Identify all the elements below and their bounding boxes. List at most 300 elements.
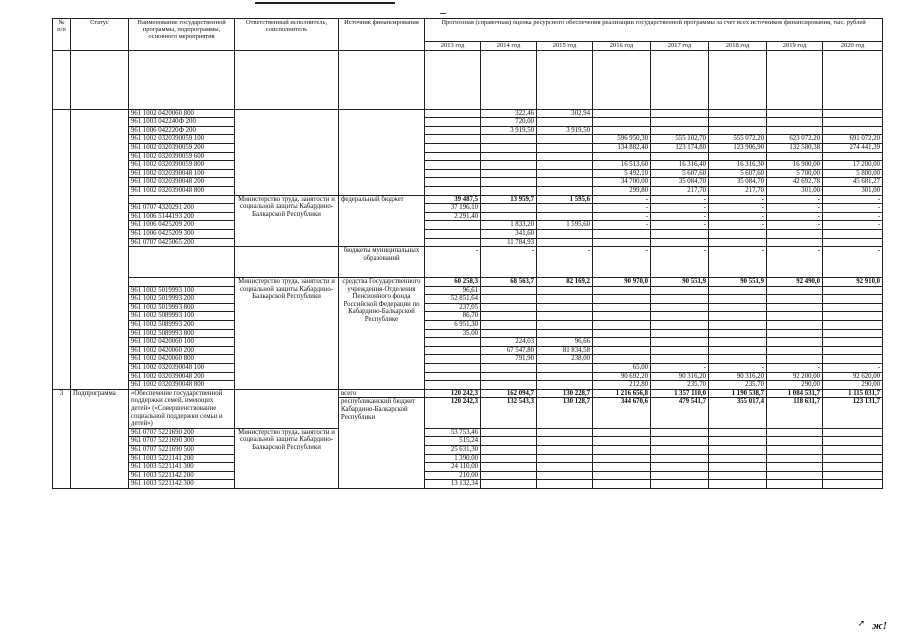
value-cell	[537, 229, 593, 238]
value-cell	[537, 212, 593, 221]
value-cell: -	[823, 195, 883, 204]
budget-code: 961 1002 0320390059 100	[129, 135, 235, 144]
value-cell	[823, 229, 883, 238]
value-cell	[767, 329, 823, 338]
value-cell	[767, 463, 823, 472]
value-cell	[823, 321, 883, 330]
value-cell: 53 753,46	[425, 428, 481, 437]
table-row	[53, 229, 883, 238]
value-cell	[593, 118, 651, 127]
value-cell: 17 200,00	[823, 161, 883, 170]
value-cell: 1 833,20	[481, 221, 537, 230]
table-row	[53, 238, 883, 247]
funding-source: всего	[339, 389, 425, 398]
subprogram-no: 3	[53, 389, 71, 488]
value-cell: 35 084,70	[651, 178, 709, 187]
value-cell: 1 084 531,7	[767, 389, 823, 398]
value-cell: 90 316,20	[651, 372, 709, 381]
value-cell	[823, 118, 883, 127]
value-cell	[651, 338, 709, 347]
value-cell	[709, 428, 767, 437]
value-cell: 130 228,7	[537, 389, 593, 398]
value-cell	[537, 454, 593, 463]
value-cell	[537, 463, 593, 472]
value-cell: 555 102,70	[651, 135, 709, 144]
value-cell	[425, 381, 481, 390]
budget-code: 961 1002 5089993 200	[129, 321, 235, 330]
value-cell	[823, 445, 883, 454]
value-cell: -	[651, 204, 709, 213]
value-cell	[537, 312, 593, 321]
value-cell	[537, 437, 593, 446]
table-row	[53, 471, 883, 480]
table-row	[53, 195, 883, 204]
value-cell: 45 681,27	[823, 178, 883, 187]
value-cell	[767, 303, 823, 312]
value-cell: 5 607,60	[709, 169, 767, 178]
budget-code	[129, 247, 235, 278]
value-cell: 5 700,00	[767, 169, 823, 178]
value-cell: -	[823, 221, 883, 230]
table-row	[53, 152, 883, 161]
value-cell	[767, 471, 823, 480]
value-cell: -	[425, 247, 481, 278]
value-cell	[823, 126, 883, 135]
value-cell	[481, 186, 537, 195]
year-header: 2016 год	[593, 42, 651, 51]
value-cell: -	[767, 195, 823, 204]
value-cell	[651, 437, 709, 446]
value-cell: 130 128,7	[537, 398, 593, 428]
table-row	[53, 437, 883, 446]
value-cell	[651, 454, 709, 463]
budget-code: 961 1002 0320390059 200	[129, 143, 235, 152]
value-cell	[651, 355, 709, 364]
budget-code: 961 1006 042220Ф 200	[129, 126, 235, 135]
value-cell	[537, 204, 593, 213]
table-row	[53, 286, 883, 295]
value-cell	[425, 364, 481, 373]
value-cell: 237,05	[425, 303, 481, 312]
value-cell	[425, 109, 481, 118]
value-cell: 5 607,60	[651, 169, 709, 178]
value-cell	[709, 118, 767, 127]
value-cell	[593, 126, 651, 135]
value-cell: -	[651, 221, 709, 230]
value-cell	[651, 152, 709, 161]
value-cell	[481, 143, 537, 152]
table-row	[53, 428, 883, 437]
value-cell: 341,60	[481, 229, 537, 238]
spacer-row	[53, 50, 883, 109]
value-cell: -	[767, 221, 823, 230]
value-cell	[823, 437, 883, 446]
budget-code: 961 1002 5019993 800	[129, 303, 235, 312]
value-cell: 301,00	[823, 186, 883, 195]
table-row	[53, 381, 883, 390]
value-cell	[767, 229, 823, 238]
value-cell: 120 242,3	[425, 389, 481, 398]
value-cell	[537, 445, 593, 454]
value-cell: 555 072,20	[709, 135, 767, 144]
value-cell	[823, 355, 883, 364]
value-cell: -	[709, 212, 767, 221]
value-cell: 290,00	[823, 381, 883, 390]
table-row	[53, 346, 883, 355]
value-cell: 11 784,93	[481, 238, 537, 247]
value-cell	[593, 338, 651, 347]
value-cell	[593, 437, 651, 446]
value-cell: 52 851,64	[425, 295, 481, 304]
value-cell	[767, 286, 823, 295]
value-cell	[481, 295, 537, 304]
value-cell: -	[593, 195, 651, 204]
value-cell	[593, 109, 651, 118]
value-cell	[709, 445, 767, 454]
value-cell	[537, 321, 593, 330]
value-cell: 235,70	[651, 381, 709, 390]
value-cell	[709, 229, 767, 238]
value-cell: 123 174,80	[651, 143, 709, 152]
table-row	[53, 480, 883, 489]
table-row	[53, 169, 883, 178]
value-cell: 16 316,30	[709, 161, 767, 170]
value-cell	[537, 471, 593, 480]
value-cell: 134 882,40	[593, 143, 651, 152]
table-row	[53, 278, 883, 287]
value-cell: 92 910,0	[823, 278, 883, 287]
value-cell	[481, 480, 537, 489]
value-cell	[593, 286, 651, 295]
budget-code: 961 1002 5089993 800	[129, 329, 235, 338]
value-cell	[767, 480, 823, 489]
value-cell	[823, 329, 883, 338]
value-cell: 82 169,2	[537, 278, 593, 287]
budget-code: 961 0707 5221690 200	[129, 428, 235, 437]
value-cell: 118 631,7	[767, 398, 823, 428]
value-cell: 120 242,3	[425, 398, 481, 428]
value-cell	[709, 321, 767, 330]
value-cell: 34 700,00	[593, 178, 651, 187]
value-cell	[709, 480, 767, 489]
budget-code: 961 1002 0420060 800	[129, 355, 235, 364]
value-cell	[651, 321, 709, 330]
handwritten-mark: ж!	[872, 620, 887, 632]
value-cell	[823, 152, 883, 161]
value-cell	[767, 355, 823, 364]
value-cell	[537, 303, 593, 312]
value-cell	[481, 381, 537, 390]
value-cell: 217,70	[709, 186, 767, 195]
value-cell	[537, 143, 593, 152]
value-cell: 37 196,10	[425, 204, 481, 213]
budget-code: 961 1002 5019993 100	[129, 286, 235, 295]
value-cell	[537, 286, 593, 295]
value-cell: 132 543,3	[481, 398, 537, 428]
value-cell	[651, 480, 709, 489]
value-cell	[537, 480, 593, 489]
value-cell	[709, 454, 767, 463]
value-cell	[823, 428, 883, 437]
col-forecast-header: Прогнозная (справочная) оценка ресурсного обеспечения реализации государственной программы за счет всех источников финансирования, тыс. рублей	[425, 19, 883, 42]
budget-code: 961 1002 0320390048 200	[129, 178, 235, 187]
value-cell	[481, 169, 537, 178]
table-row	[53, 338, 883, 347]
value-cell	[709, 355, 767, 364]
table-row	[53, 329, 883, 338]
value-cell	[767, 321, 823, 330]
value-cell: -	[593, 221, 651, 230]
value-cell	[425, 338, 481, 347]
value-cell: 720,00	[481, 118, 537, 127]
responsible-executor: Министерство труда, занятости и социальной защиты Кабардино-Балкарской Республики	[235, 278, 339, 390]
resp-cell	[235, 247, 339, 278]
value-cell	[593, 295, 651, 304]
value-cell	[481, 135, 537, 144]
value-cell	[823, 238, 883, 247]
value-cell	[537, 152, 593, 161]
value-cell	[823, 346, 883, 355]
value-cell	[709, 238, 767, 247]
value-cell	[481, 178, 537, 187]
value-cell	[767, 118, 823, 127]
value-cell	[709, 329, 767, 338]
value-cell	[481, 312, 537, 321]
funding-source: средства Государственного учреждения-Отделения Пенсионного фонда Российской Федерации по Кабардино-Балкарской Республике	[339, 278, 425, 390]
table-row	[53, 221, 883, 230]
value-cell	[709, 463, 767, 472]
value-cell	[767, 126, 823, 135]
value-cell	[823, 303, 883, 312]
value-cell	[593, 428, 651, 437]
value-cell	[593, 454, 651, 463]
value-cell	[823, 338, 883, 347]
budget-code: 961 1003 5221141 200	[129, 454, 235, 463]
value-cell	[537, 169, 593, 178]
value-cell: 67 547,80	[481, 346, 537, 355]
value-cell: 479 541,7	[651, 398, 709, 428]
value-cell: 1 216 656,8	[593, 389, 651, 398]
value-cell: 123 906,90	[709, 143, 767, 152]
value-cell: 301,00	[767, 186, 823, 195]
value-cell: 217,70	[651, 186, 709, 195]
value-cell: 322,46	[481, 109, 537, 118]
value-cell	[425, 169, 481, 178]
budget-code	[129, 278, 235, 287]
value-cell: 16 513,60	[593, 161, 651, 170]
funding-source: федеральный бюджет	[339, 195, 425, 247]
budget-code: 961 1002 0320390048 100	[129, 169, 235, 178]
value-cell	[481, 445, 537, 454]
value-cell: 90 692,20	[593, 372, 651, 381]
value-cell: -	[823, 247, 883, 278]
value-cell	[481, 437, 537, 446]
row-no-cell	[53, 109, 71, 389]
value-cell	[481, 471, 537, 480]
value-cell: -	[651, 364, 709, 373]
budget-code: 961 1002 0320390048 200	[129, 372, 235, 381]
value-cell: 25 631,30	[425, 445, 481, 454]
budget-code: 961 1002 0320390048 100	[129, 364, 235, 373]
value-cell	[593, 480, 651, 489]
funding-source: бюджеты муниципальных образований	[339, 247, 425, 278]
table-row	[53, 312, 883, 321]
value-cell	[537, 186, 593, 195]
value-cell	[709, 295, 767, 304]
value-cell: 623 072,20	[767, 135, 823, 144]
value-cell: 92 200,00	[767, 372, 823, 381]
table-row	[53, 364, 883, 373]
budget-code: 961 1002 0320390059 600	[129, 152, 235, 161]
year-header: 2018 год	[709, 42, 767, 51]
value-cell	[767, 454, 823, 463]
value-cell	[651, 295, 709, 304]
value-cell	[593, 303, 651, 312]
value-cell	[537, 364, 593, 373]
header-row	[53, 19, 883, 42]
value-cell: 35 084,70	[709, 178, 767, 187]
budget-code: 961 1003 042240Ф 200	[129, 118, 235, 127]
value-cell: 16 316,40	[651, 161, 709, 170]
value-cell: -	[593, 212, 651, 221]
status-cell	[71, 109, 129, 389]
value-cell	[425, 238, 481, 247]
value-cell: 691 072,20	[823, 135, 883, 144]
budget-code: 961 1003 5221142 300	[129, 480, 235, 489]
value-cell: -	[823, 364, 883, 373]
value-cell	[651, 229, 709, 238]
value-cell: -	[709, 204, 767, 213]
year-header: 2017 год	[651, 42, 709, 51]
table-row	[53, 247, 883, 278]
value-cell: 1 190 538,7	[709, 389, 767, 398]
value-cell	[709, 152, 767, 161]
value-cell: 96,66	[537, 338, 593, 347]
value-cell	[709, 338, 767, 347]
value-cell	[425, 118, 481, 127]
value-cell	[593, 229, 651, 238]
value-cell: 3 919,50	[537, 126, 593, 135]
value-cell	[425, 152, 481, 161]
budget-code: 961 0707 5221690 500	[129, 445, 235, 454]
value-cell	[651, 303, 709, 312]
subprogram-status: Подпрограмма	[71, 389, 129, 488]
value-cell: 81 834,58	[537, 346, 593, 355]
value-cell	[481, 161, 537, 170]
value-cell	[651, 428, 709, 437]
value-cell: 162 094,7	[481, 389, 537, 398]
value-cell: 1 595,6	[537, 195, 593, 204]
value-cell	[767, 238, 823, 247]
value-cell	[537, 329, 593, 338]
value-cell: 16 900,00	[767, 161, 823, 170]
value-cell	[823, 312, 883, 321]
value-cell	[481, 212, 537, 221]
value-cell: 123 131,7	[823, 398, 883, 428]
value-cell: 90 970,0	[593, 278, 651, 287]
value-cell: -	[537, 247, 593, 278]
value-cell	[823, 471, 883, 480]
top-rule	[255, 2, 395, 4]
value-cell	[425, 186, 481, 195]
budget-code	[129, 195, 235, 204]
table-row	[53, 135, 883, 144]
table-row	[53, 389, 883, 398]
value-cell: 515,24	[425, 437, 481, 446]
value-cell	[823, 109, 883, 118]
value-cell: 274 441,39	[823, 143, 883, 152]
value-cell	[481, 286, 537, 295]
value-cell: 13 959,7	[481, 195, 537, 204]
table-row	[53, 445, 883, 454]
value-cell	[537, 135, 593, 144]
resp-cell	[235, 389, 339, 428]
value-cell	[537, 161, 593, 170]
value-cell	[481, 454, 537, 463]
value-cell: 302,94	[537, 109, 593, 118]
value-cell: 96,61	[425, 286, 481, 295]
table-row	[53, 143, 883, 152]
value-cell	[425, 221, 481, 230]
value-cell	[481, 463, 537, 472]
value-cell	[425, 143, 481, 152]
value-cell: -	[593, 247, 651, 278]
budget-code: 961 1002 0420060 800	[129, 109, 235, 118]
value-cell: 65,00	[593, 364, 651, 373]
value-cell: 86,70	[425, 312, 481, 321]
value-cell: -	[767, 247, 823, 278]
budget-code: 961 1002 0420060 100	[129, 338, 235, 347]
value-cell	[709, 471, 767, 480]
resp-cell	[235, 109, 339, 195]
budget-code: 961 1003 5221141 300	[129, 463, 235, 472]
header-dash	[440, 13, 446, 14]
value-cell	[537, 428, 593, 437]
value-cell: 1 390,00	[425, 454, 481, 463]
budget-code: 961 1006 5144193 200	[129, 212, 235, 221]
value-cell	[709, 312, 767, 321]
year-header: 2013 год	[425, 42, 481, 51]
value-cell	[425, 355, 481, 364]
value-cell	[767, 445, 823, 454]
value-cell	[823, 286, 883, 295]
col-resp-header: Ответственный исполнитель, соисполнитель	[235, 19, 339, 51]
value-cell	[593, 329, 651, 338]
value-cell	[709, 109, 767, 118]
value-cell: 210,00	[425, 471, 481, 480]
value-cell	[593, 152, 651, 161]
value-cell: 68 563,7	[481, 278, 537, 287]
table-row	[53, 178, 883, 187]
col-name-header: Наименование государственной программы, подпрограммы, основного мероприятия	[129, 19, 235, 51]
value-cell	[651, 445, 709, 454]
value-cell	[651, 238, 709, 247]
value-cell: 596 950,30	[593, 135, 651, 144]
value-cell: 42 692,78	[767, 178, 823, 187]
value-cell: 1 115 031,7	[823, 389, 883, 398]
value-cell: 1 595,60	[537, 221, 593, 230]
value-cell: 3 919,50	[481, 126, 537, 135]
value-cell: 90 316,20	[709, 372, 767, 381]
value-cell	[425, 161, 481, 170]
value-cell	[651, 329, 709, 338]
value-cell	[823, 295, 883, 304]
value-cell: 90 551,9	[709, 278, 767, 287]
budget-code: 961 1002 0320390059 800	[129, 161, 235, 170]
value-cell	[709, 346, 767, 355]
value-cell	[651, 463, 709, 472]
table-row	[53, 204, 883, 213]
